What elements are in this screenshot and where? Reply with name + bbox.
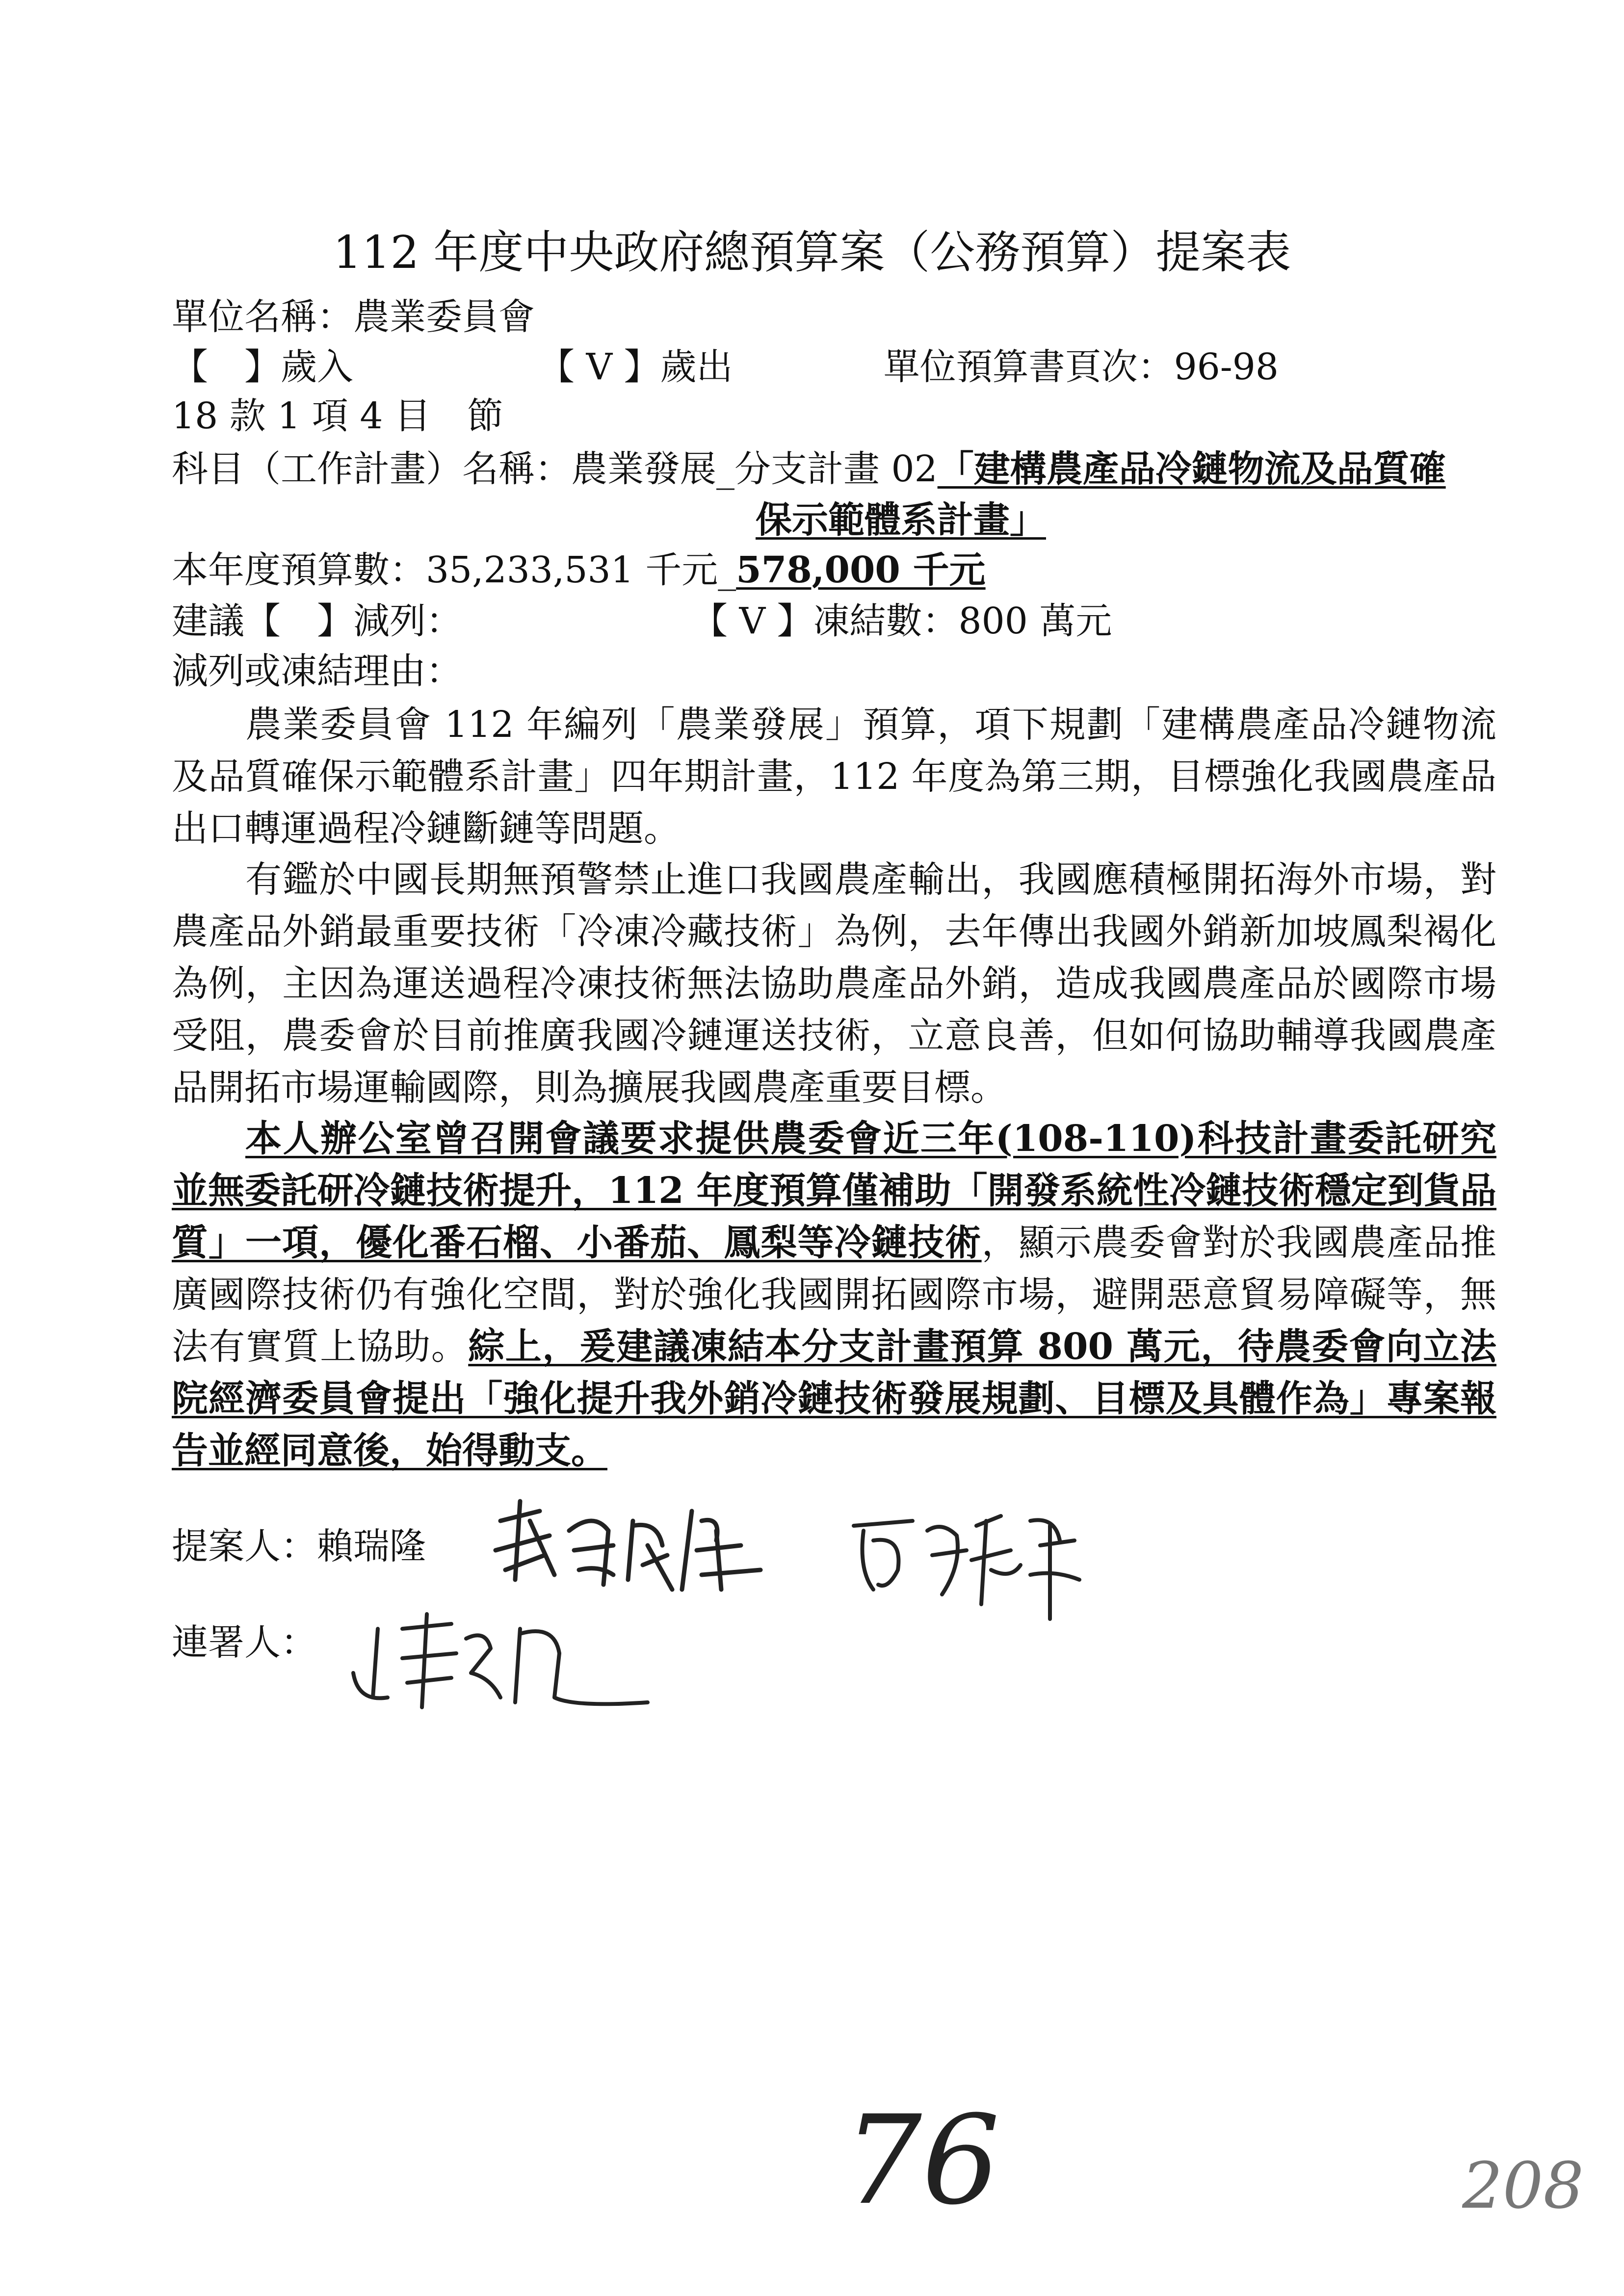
reason-paragraph-3 — [172, 1113, 1496, 1477]
proposer-label: 提案人：賴瑞隆 — [172, 1525, 426, 1567]
cosigner-signature-1 — [343, 1599, 657, 1727]
reason-paragraph-1: 農業委員會 112 年編列「農業發展」預算，項下規劃「建構農產品冷鏈物流及品質確保示範體系計畫」四年期計畫，112 年度為第三期，目標強化我國農產品出口轉運過程冷鏈斷鏈等問題。 — [172, 704, 1496, 850]
para3-body: ，顯示農委會對於我國農產品推廣國際技術仍有強化空間，對於強化我國開拓國際市場，避開惡意貿易障礙等，無法有實質上協助。 — [172, 1222, 1497, 1368]
proposer-signature — [486, 1491, 780, 1599]
budget-page-ref: 單位預算書頁次：96-98 — [883, 346, 1279, 388]
handwritten-page-number — [844, 2095, 1001, 2222]
subject-plan-line2: 保示範體系計畫」 — [756, 499, 1046, 541]
para3-highlight-2: 綜上，爰建議凍結本分支計畫預算 800 萬元，待農委會向立法院經濟委員會提出「強化提升我外銷冷鏈技術發展規劃、目標及具體作為」專案報告並經同意後，始得動支。 — [172, 1326, 1496, 1472]
unit-name: 單位名稱：農業委員會 — [172, 296, 535, 338]
stamp-number — [1462, 2149, 1619, 2227]
reason-paragraph-2: 有鑑於中國長期無預警禁止進口我國農產輸出，我國應積極開拓海外市場，對農產品外銷最重要技術「冷凍冷藏技術」為例，去年傳出我國外銷新加坡鳳梨褐化為例，主因為運送過程冷凍技術無法協助農產品外銷，造成我國農產品於國際市場受阻，農委會於目前推廣我國冷鏈運送技術，立意良善，但如何協助輔導我國農產品開拓市場運輸國際，則為擴展我國農產重要目標。 — [172, 859, 1496, 1109]
suggest-cut: 建議【 】減列： — [172, 600, 462, 642]
cosigner-label: 連署人： — [172, 1621, 317, 1664]
budget-category: 18 款 1 項 4 目 節 — [172, 395, 503, 437]
suggestion-row — [172, 598, 1112, 645]
budget-line — [172, 547, 986, 594]
svg-text:208: 208 — [1462, 2149, 1584, 2223]
subject-line — [172, 445, 1446, 493]
para3-highlight-1: 本人辦公室曾召開會議要求提供農委會近三年(108-110)科技計畫委託研究並無委託研冷鏈技術提升，112 年度預算僅補助「開發系統性冷鏈技術穩定到貨品質」一項，優化番石榴、小番茄、鳳梨等冷鏈技術 — [172, 1118, 1496, 1264]
budget-amount: 578,000 千元 — [736, 549, 986, 591]
reason-label: 減列或凍結理由： — [172, 650, 462, 692]
budget-prefix: 本年度預算數：35,233,531 千元_ — [172, 549, 736, 591]
subject-plan-line1: 「建構農產品冷鏈物流及品質確 — [937, 448, 1446, 490]
suggest-freeze: 【 V 】凍結數：800 萬元 — [691, 600, 1112, 642]
page-title: 112 年度中央政府總預算案（公務預算）提案表 — [333, 226, 1291, 279]
subject-line2 — [756, 496, 1046, 544]
revenue-checkbox-row — [172, 343, 1279, 391]
svg-text:76: 76 — [844, 2095, 1000, 2222]
expense-check: 【 V 】歲出 — [538, 346, 733, 388]
subject-prefix: 科目（工作計畫）名稱：農業發展_分支計畫 02 — [172, 448, 938, 490]
cosigner-signature-2 — [844, 1496, 1099, 1624]
revenue-check: 【 】歲入 — [172, 346, 353, 388]
